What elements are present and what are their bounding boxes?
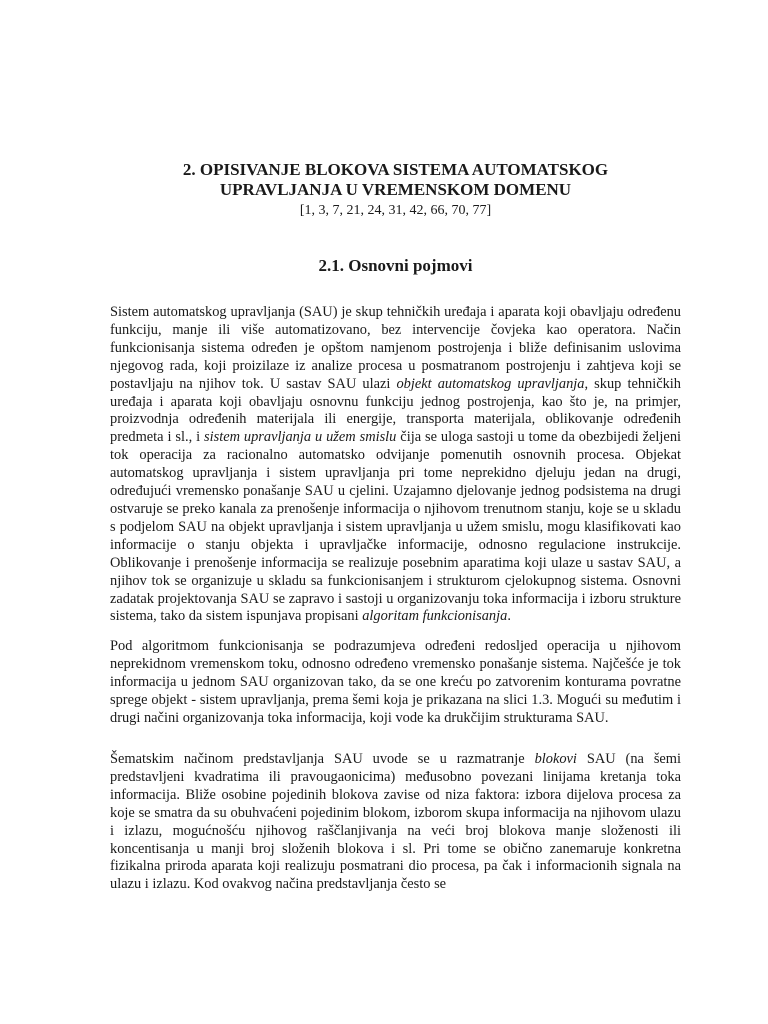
paragraph-3-italic-a: blokovi	[534, 751, 577, 767]
paragraph-3-text-a: Šematskim načinom predstavljanja SAU uvode se u razmatranje	[110, 751, 535, 767]
paragraph-1-text-b: , skup tehničkih uređaja i aparata koji obavljaju osnovnu funkciju jednog postrojenja, kao što je, na primjer, proizvodnja određenih materijala ili energije, transporta materijala, oblikovanje određenih predmeta i sl., i	[110, 375, 681, 446]
reference-list: [1, 3, 7, 21, 24, 31, 42, 66, 70, 77]	[299, 203, 492, 218]
paragraph-1-text-a: Sistem automatskog upravljanja (SAU) je skup tehničkih uređaja i aparata koji obavljaju određenu funkciju, manje ili više automatizovano, bez intervencije čovjeka kao operatora. Način funkcionisanja sistema određen je opštom namjenom postrojenja i bliže definisanim uslovima njegovog rada, koji proizilaze iz analize procesa u posmatranom postrojenju i zahtjeva koji se postavljaju na njihov tok. U sastav SAU ulazi	[110, 304, 681, 392]
section-heading: 2.1. Osnovni pojmovi	[318, 256, 473, 275]
paragraph-1-italic-a: objekt automatskog upravljanja	[396, 375, 585, 392]
paragraph-1	[110, 304, 681, 626]
chapter-title-line-2: UPRAVLJANJA U VREMENSKOM DOMENU	[219, 180, 572, 199]
chapter-title-line-1: 2. OPISIVANJE BLOKOVA SISTEMA AUTOMATSKOG	[182, 160, 609, 179]
chapter-title	[110, 160, 681, 200]
paragraph-1-italic-c: algoritam funkcionisanja	[362, 608, 508, 625]
paragraph-2: Pod algoritmom funkcionisanja se podrazumjeva određeni redosljed operacija u njihovom neprekidnom vremenskom toku, odnosno određeno vremensko ponašanje sistema. Najčešće je tok informacija u jednom SAU organizovan tako, da se one kreću po zatvorenim konturama povratne sprege objekt - sistem upravljanja, prema šemi koja je prikazana na slici 1.3. Mogući su međutim i drugi načini organizovanja toka informacija, koji vode ka drukčijim strukturama SAU.	[110, 638, 681, 726]
paragraph-3-text-b: SAU (na šemi predstavljeni kvadratima ili pravougaonicima) međusobno povezani linijama kretanja toka informacija. Bliže osobine pojedinih blokova zavise od niza faktora: izbora dijelova procesa za koje se smatra da su obuhvaćeni pojedinim blokom, izborom skupa informacija na njihovom ulazu i izlazu, mogućnošću njihovog raščlanjivanja na veći broj blokova manje složenosti ili koncentisanja u manji broj složenih blokova i sl. Pri tome se obično zanemaruje konkretna fizikalna priroda aparata koji realizuju posmatrani dio procesa, pa čak i informacionih signala na ulazu i izlazu. Kod ovakvog načina predstavljanja često se	[110, 751, 681, 893]
paragraph-1-italic-b: sistem upravljanja u užem smislu	[204, 429, 397, 446]
paragraph-1-text-d: .	[507, 608, 511, 625]
paragraph-1-text-c: čija se uloga sastoji u tome da obezbijedi željeni tok operacija za racionalno automatsko odvijanje pomenutih osnovnih procesa. Objekat automatskog upravljanja i sistem upravljanja pri tome neprekidno djeluju jedan na drugi, određujući vremensko ponašanje SAU u cjelini. Uzajamno djelovanje jednog podsistema na drugi ostvaruje se preko kanala za prenošenje informacija o njihovom trenutnom stanju, koje se u skladu s podjelom SAU na objekt upravljanja i sistem upravljanja u užem smislu, mogu klasifikovati kao informacije o stanju objekta i upravljačke informacije, odnosno regulacione instrukcije. Oblikovanje i prenošenje informacija se realizuje posebnim aparatima koji ulaze u sastav SAU, a njihov tok se organizuje u skladu sa funkcionisanjem i strukturom cjelokupnog sistema. Osnovni zadatak projektovanja SAU se zapravo i sastoji u organizovanju toka informacija i izboru strukture sistema, tako da sistem ispunjava propisani	[110, 429, 682, 625]
paragraph-3	[110, 751, 681, 894]
